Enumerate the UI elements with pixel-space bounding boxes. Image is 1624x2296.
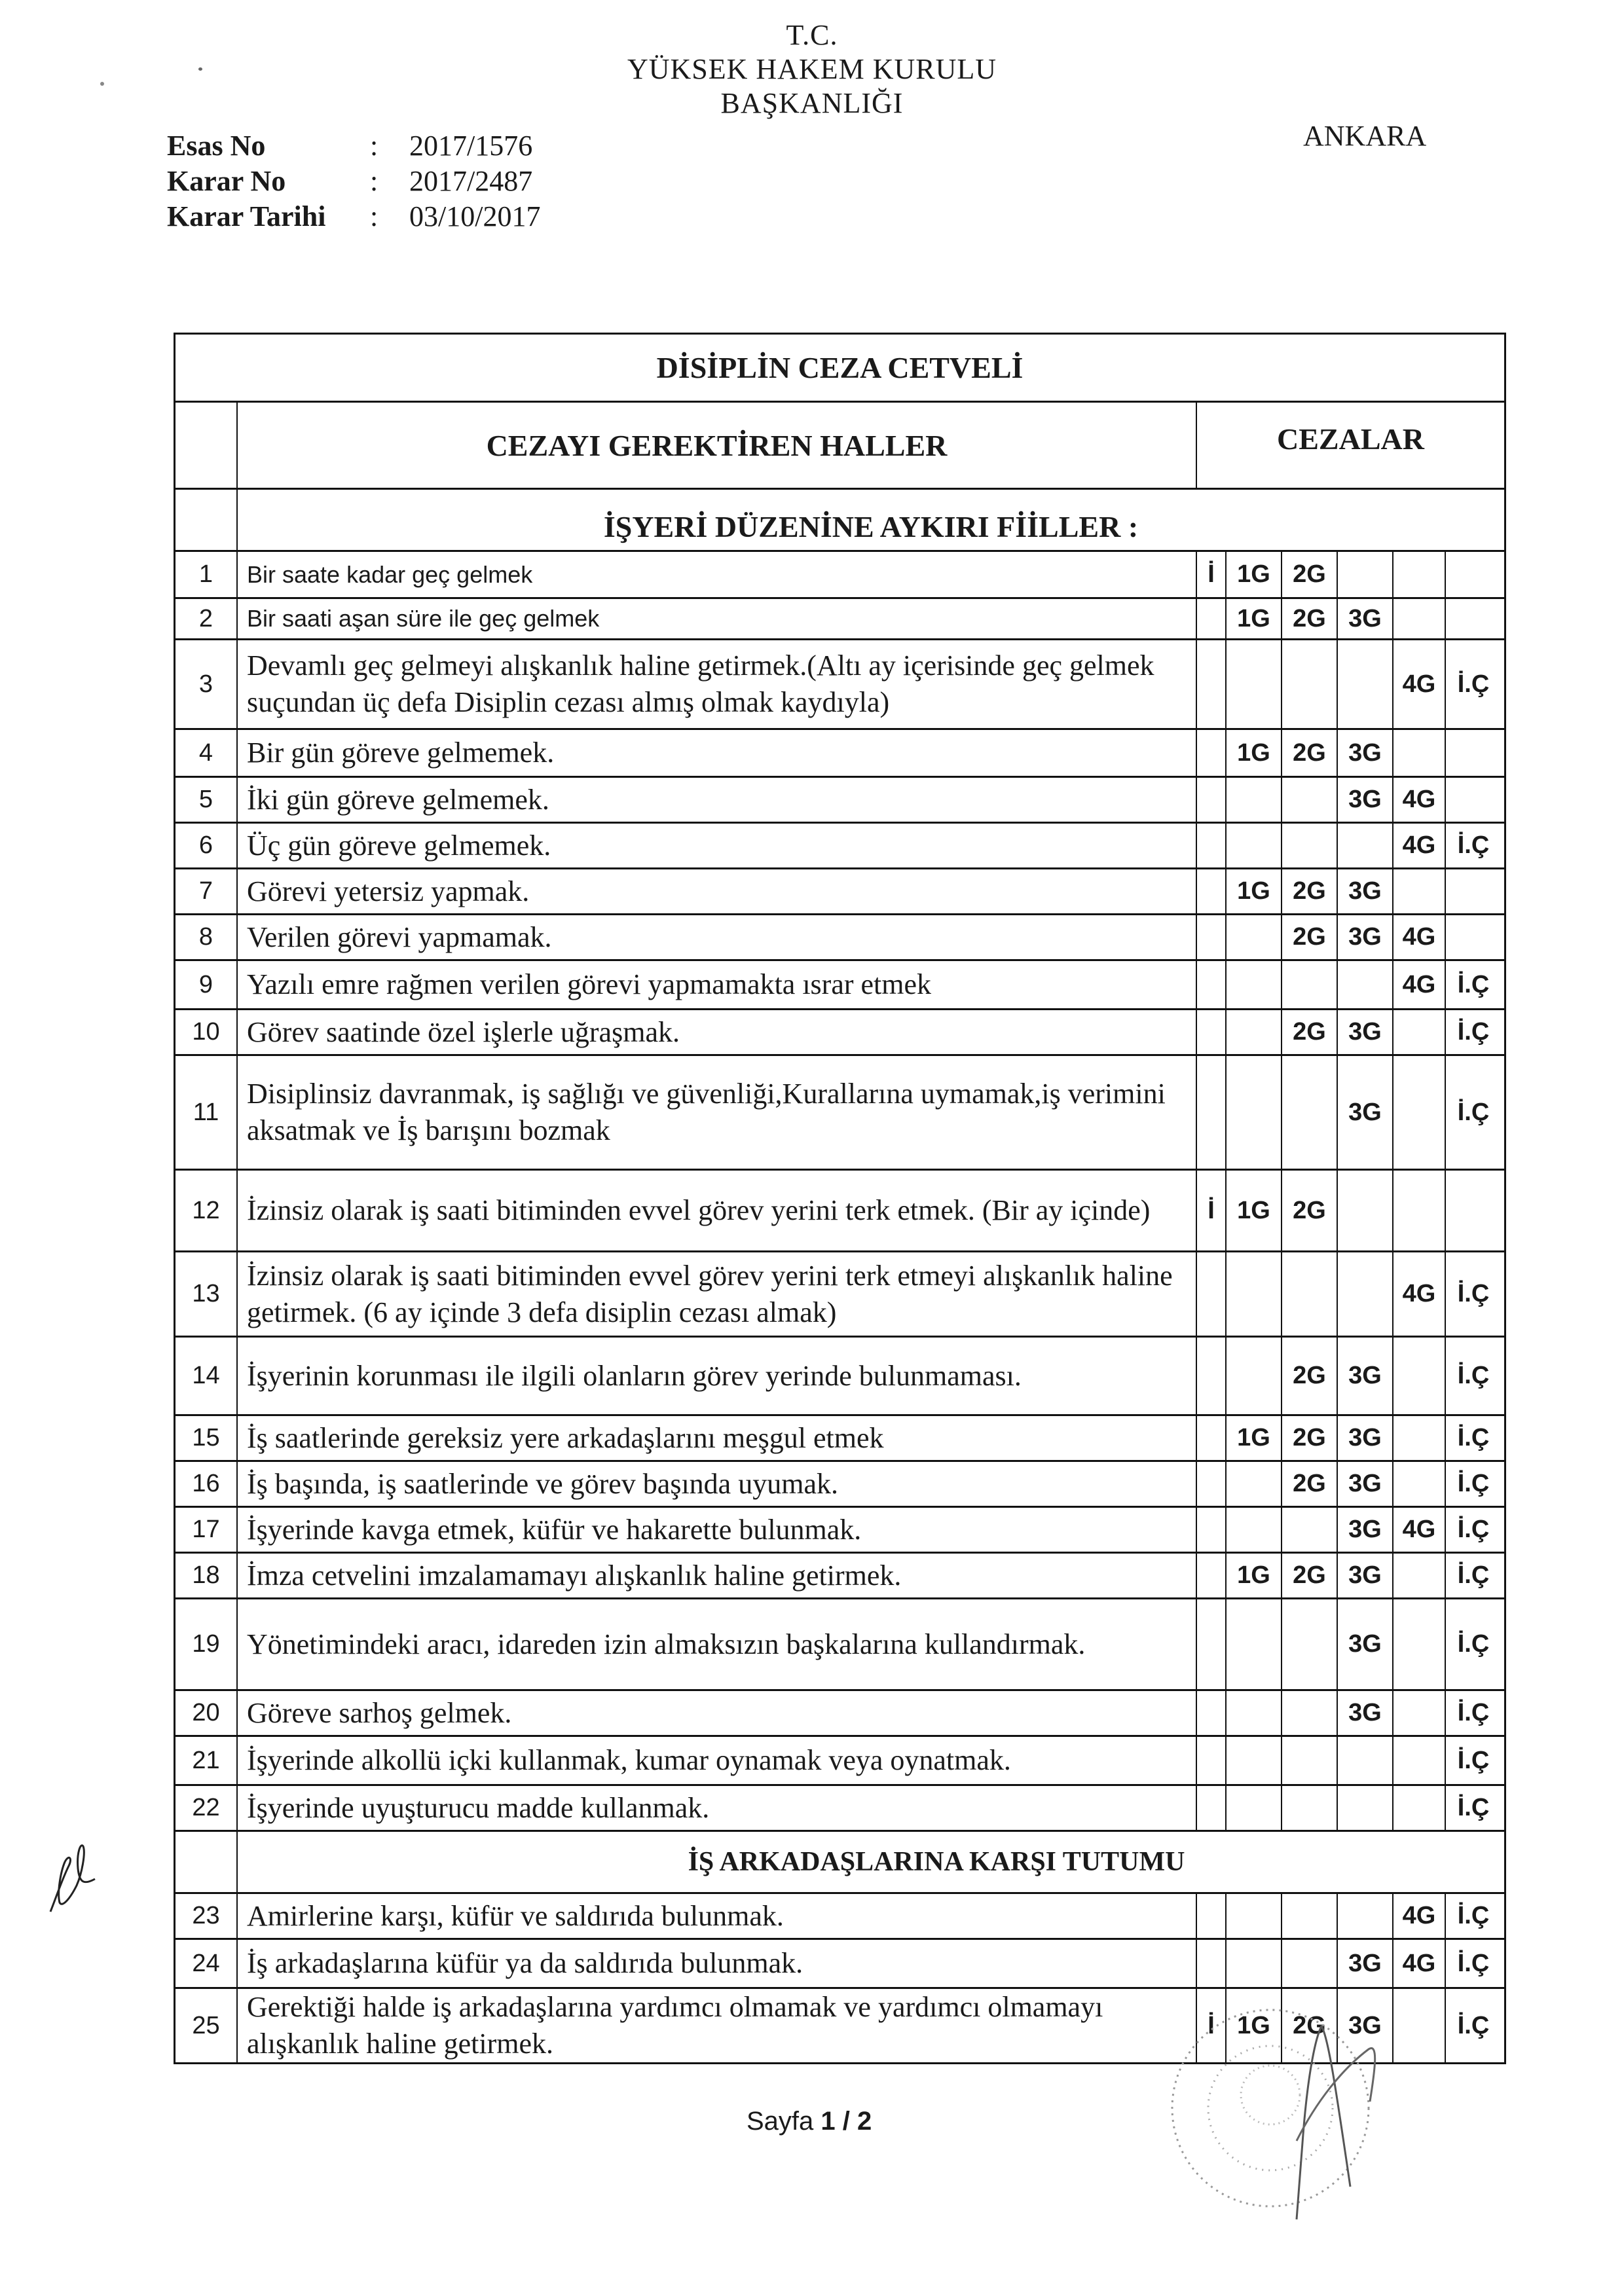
penalty-dismissal: İ.Ç [1457, 1699, 1490, 1726]
page-footer [747, 2107, 872, 2136]
row-description: Yazılı emre rağmen verilen görevi yapmamakta ısrar etmek [238, 961, 1197, 1008]
row-description: Bir gün göreve gelmemek. [238, 730, 1197, 776]
penalty-1g [1227, 915, 1282, 959]
table-row [174, 640, 1506, 730]
page-total: 2 [857, 2107, 872, 2136]
penalty-2g [1282, 1786, 1338, 1830]
meta-value: 2017/2487 [409, 165, 533, 197]
penalty-3g [1338, 961, 1393, 1008]
meta-separator: : [370, 130, 378, 162]
table-row [174, 1056, 1506, 1171]
penalty-1g [1227, 1737, 1282, 1784]
row-number: 10 [175, 1010, 238, 1054]
table-title: DİSİPLİN CEZA CETVELİ [174, 333, 1506, 403]
penalty-2g: 2G [1282, 869, 1338, 913]
penalty-3g: 3G [1338, 1554, 1393, 1597]
meta-separator: : [370, 200, 378, 232]
penalty-1g [1227, 1010, 1282, 1054]
row-description: Verilen görevi yapmamak. [238, 915, 1197, 959]
penalty-3g [1338, 1737, 1393, 1784]
header-penalties: CEZALAR [1277, 422, 1424, 456]
row-number: 22 [175, 1786, 238, 1830]
row-description: Amirlerine karşı, küfür ve saldırıda bulunmak. [238, 1894, 1197, 1938]
penalty-warning [1197, 1252, 1227, 1336]
penalty-warning [1197, 778, 1227, 822]
penalty-2g: 2G [1282, 1554, 1338, 1597]
penalty-dismissal: İ.Ç [1457, 1424, 1490, 1451]
penalty-2g [1282, 1599, 1338, 1689]
penalty-2g [1282, 1894, 1338, 1938]
penalty-1g: 1G [1227, 599, 1282, 638]
row-description: Gerektiği halde iş arkadaşlarına yardımcı olmamak ve yardımcı olmamayı alışkanlık haline getirmek. [238, 1989, 1197, 2062]
penalty-3g: 3G [1338, 1056, 1393, 1169]
penalty-dismissal: İ.Ç [1457, 1098, 1490, 1126]
page-separator: / [842, 2107, 850, 2136]
table-row [174, 1894, 1506, 1940]
penalty-dismissal: İ.Ç [1457, 1516, 1490, 1543]
penalty-dismissal: İ.Ç [1457, 1561, 1490, 1589]
penalty-dismissal [1446, 730, 1501, 776]
penalty-dismissal: İ.Ç [1457, 1746, 1490, 1774]
table-row [174, 824, 1506, 869]
penalty-4g [1393, 1554, 1446, 1597]
row-number: 9 [175, 961, 238, 1008]
row-number: 1 [175, 552, 238, 597]
table-row [174, 778, 1506, 824]
penalty-4g [1393, 730, 1446, 776]
table-row [174, 1508, 1506, 1554]
penalty-warning [1197, 730, 1227, 776]
page-current: 1 [821, 2107, 836, 2136]
meta-value: 03/10/2017 [409, 200, 541, 232]
row-description: İş başında, iş saatlerinde ve görev başında uyumak. [238, 1462, 1197, 1506]
penalty-3g [1338, 552, 1393, 597]
row-description: Yönetimindeki aracı, idareden izin almaksızın başkalarına kullandırmak. [238, 1599, 1197, 1689]
row-number: 15 [175, 1416, 238, 1460]
penalty-3g: 3G [1338, 1338, 1393, 1414]
table-row [174, 1599, 1506, 1691]
penalty-warning: İ [1197, 552, 1227, 597]
penalty-warning [1197, 640, 1227, 728]
penalty-4g: 4G [1393, 640, 1446, 728]
meta-label: Karar Tarihi [167, 200, 326, 232]
page-label: Sayfa [747, 2107, 814, 2136]
penalty-dismissal: İ.Ç [1457, 970, 1490, 998]
row-description: Görev saatinde özel işlerle uğraşmak. [238, 1010, 1197, 1054]
table-row [174, 1554, 1506, 1599]
row-number: 20 [175, 1691, 238, 1735]
penalty-4g: 4G [1393, 824, 1446, 867]
penalty-3g [1338, 1171, 1393, 1250]
penalty-warning [1197, 599, 1227, 638]
table-row [174, 1416, 1506, 1462]
penalty-1g: 1G [1227, 1989, 1282, 2062]
penalty-1g: 1G [1227, 1416, 1282, 1460]
row-description: Görevi yetersiz yapmak. [238, 869, 1197, 913]
penalty-dismissal [1446, 1171, 1501, 1250]
row-number: 19 [175, 1599, 238, 1689]
row-number: 24 [175, 1940, 238, 1987]
table-row [174, 1338, 1506, 1416]
row-number: 25 [175, 1989, 238, 2062]
penalty-1g [1227, 1691, 1282, 1735]
penalty-1g [1227, 824, 1282, 867]
row-description: İşyerinin korunması ile ilgili olanların görev yerinde bulunmaması. [238, 1338, 1197, 1414]
penalty-1g [1227, 1894, 1282, 1938]
penalty-1g: 1G [1227, 869, 1282, 913]
penalty-warning [1197, 1508, 1227, 1552]
header-department: BAŞKANLIĞI [720, 87, 904, 119]
penalty-4g [1393, 1691, 1446, 1735]
penalty-warning [1197, 1691, 1227, 1735]
row-number: 13 [175, 1252, 238, 1336]
row-description: İşyerinde uyuşturucu madde kullanmak. [238, 1786, 1197, 1830]
penalty-2g: 2G [1282, 1338, 1338, 1414]
penalty-dismissal: İ.Ç [1457, 831, 1490, 859]
penalty-4g: 4G [1393, 778, 1446, 822]
row-description: İzinsiz olarak iş saati bitiminden evvel görev yerini terk etmeyi alışkanlık haline getirmek. (6 ay içinde 3 defa disiplin cezası almak) [238, 1252, 1197, 1336]
table-row [174, 1010, 1506, 1056]
penalty-3g: 3G [1338, 730, 1393, 776]
penalty-1g [1227, 640, 1282, 728]
penalty-3g [1338, 1894, 1393, 1938]
penalty-3g: 3G [1338, 1462, 1393, 1506]
penalty-warning [1197, 1786, 1227, 1830]
penalty-1g [1227, 1462, 1282, 1506]
penalty-4g: 4G [1393, 1508, 1446, 1552]
penalty-4g: 4G [1393, 1894, 1446, 1938]
penalty-1g [1227, 778, 1282, 822]
penalty-table [174, 333, 1506, 2064]
header-number-cell [175, 403, 238, 488]
header-cases: CEZAYI GEREKTİREN HALLER [238, 403, 1197, 488]
penalty-3g: 3G [1338, 1989, 1393, 2062]
penalty-1g [1227, 961, 1282, 1008]
penalty-dismissal: İ.Ç [1457, 1018, 1490, 1046]
handwritten-initials-icon [43, 1840, 101, 1918]
penalty-3g [1338, 1252, 1393, 1336]
penalty-4g [1393, 1338, 1446, 1414]
penalty-4g [1393, 1599, 1446, 1689]
section-number-cell [175, 1832, 238, 1892]
row-description: Disiplinsiz davranmak, iş sağlığı ve güvenliği,Kurallarına uymamak,iş verimini aksatmak ve İş barışını bozmak [238, 1056, 1197, 1169]
row-number: 17 [175, 1508, 238, 1552]
penalty-3g: 3G [1338, 1010, 1393, 1054]
penalty-1g: 1G [1227, 552, 1282, 597]
penalty-3g [1338, 640, 1393, 728]
row-number: 3 [175, 640, 238, 728]
penalty-4g [1393, 1462, 1446, 1506]
header-organization: YÜKSEK HAKEM KURULU [627, 53, 997, 85]
penalty-warning [1197, 1416, 1227, 1460]
row-description: İki gün göreve gelmemek. [238, 778, 1197, 822]
row-number: 18 [175, 1554, 238, 1597]
table-row [174, 1786, 1506, 1832]
table-row [174, 961, 1506, 1010]
penalty-dismissal [1446, 869, 1501, 913]
row-description: İş arkadaşlarına küfür ya da saldırıda bulunmak. [238, 1940, 1197, 1987]
penalty-3g: 3G [1338, 599, 1393, 638]
penalty-warning [1197, 1554, 1227, 1597]
penalty-3g: 3G [1338, 869, 1393, 913]
penalty-3g: 3G [1338, 1691, 1393, 1735]
meta-label: Karar No [167, 165, 286, 197]
penalty-3g: 3G [1338, 1599, 1393, 1689]
row-description: İşyerinde alkollü içki kullanmak, kumar oynamak veya oynatmak. [238, 1737, 1197, 1784]
penalty-4g [1393, 1010, 1446, 1054]
table-row [174, 1691, 1506, 1737]
penalty-1g [1227, 1338, 1282, 1414]
penalty-dismissal [1446, 778, 1501, 822]
table-row [174, 1252, 1506, 1338]
penalty-2g: 2G [1282, 1462, 1338, 1506]
table-row [174, 1462, 1506, 1508]
penalty-4g: 4G [1393, 1252, 1446, 1336]
penalty-2g [1282, 1691, 1338, 1735]
penalty-2g [1282, 1252, 1338, 1336]
penalty-warning [1197, 824, 1227, 867]
table-row [174, 730, 1506, 778]
penalty-dismissal: İ.Ç [1457, 1630, 1490, 1658]
penalty-4g [1393, 1056, 1446, 1169]
penalty-4g [1393, 599, 1446, 638]
table-row [174, 1737, 1506, 1786]
penalty-1g: 1G [1227, 1171, 1282, 1250]
penalty-warning [1197, 1338, 1227, 1414]
penalty-1g [1227, 1786, 1282, 1830]
penalty-warning [1197, 915, 1227, 959]
penalty-warning [1197, 1737, 1227, 1784]
penalty-2g [1282, 961, 1338, 1008]
penalty-3g: 3G [1338, 1940, 1393, 1987]
row-description: Göreve sarhoş gelmek. [238, 1691, 1197, 1735]
penalty-dismissal: İ.Ç [1457, 670, 1490, 698]
row-number: 5 [175, 778, 238, 822]
penalty-2g: 2G [1282, 730, 1338, 776]
penalty-2g [1282, 1737, 1338, 1784]
penalty-3g: 3G [1338, 778, 1393, 822]
penalty-warning: İ [1197, 1989, 1227, 2062]
penalty-dismissal: İ.Ç [1457, 2011, 1490, 2039]
penalty-warning [1197, 961, 1227, 1008]
table-row [174, 1171, 1506, 1252]
penalty-3g: 3G [1338, 1508, 1393, 1552]
meta-esas-no [167, 128, 532, 164]
table-row [174, 869, 1506, 915]
penalty-3g [1338, 1786, 1393, 1830]
row-description: İşyerinde kavga etmek, küfür ve hakarette bulunmak. [238, 1508, 1197, 1552]
meta-karar-no [167, 164, 532, 199]
row-number: 11 [175, 1056, 238, 1169]
row-number: 21 [175, 1737, 238, 1784]
row-number: 4 [175, 730, 238, 776]
row-number: 6 [175, 824, 238, 867]
penalty-dismissal: İ.Ç [1457, 1949, 1490, 1977]
section-title: İŞYERİ DÜZENİNE AYKIRI FİİLLER : [603, 509, 1139, 543]
penalty-4g: 4G [1393, 1940, 1446, 1987]
penalty-3g: 3G [1338, 915, 1393, 959]
penalty-1g [1227, 1252, 1282, 1336]
row-number: 23 [175, 1894, 238, 1938]
penalty-2g: 2G [1282, 1171, 1338, 1250]
penalty-2g: 2G [1282, 1010, 1338, 1054]
meta-value: 2017/1576 [409, 130, 533, 162]
penalty-4g [1393, 552, 1446, 597]
penalty-3g: 3G [1338, 1416, 1393, 1460]
row-description: Bir saati aşan süre ile geç gelmek [238, 599, 1197, 638]
penalty-warning [1197, 1056, 1227, 1169]
penalty-2g [1282, 640, 1338, 728]
section-title: İŞ ARKADAŞLARINA KARŞI TUTUMU [688, 1847, 1185, 1877]
penalty-2g [1282, 824, 1338, 867]
penalty-warning [1197, 1010, 1227, 1054]
meta-karar-tarihi [167, 199, 540, 234]
penalty-4g [1393, 869, 1446, 913]
penalty-dismissal: İ.Ç [1457, 1362, 1490, 1389]
penalty-4g: 4G [1393, 961, 1446, 1008]
penalty-4g [1393, 1737, 1446, 1784]
penalty-1g [1227, 1599, 1282, 1689]
penalty-dismissal [1446, 552, 1501, 597]
row-description: İmza cetvelini imzalamamayı alışkanlık haline getirmek. [238, 1554, 1197, 1597]
row-number: 8 [175, 915, 238, 959]
table-row [174, 552, 1506, 599]
section-header-row [174, 490, 1506, 552]
penalty-2g: 2G [1282, 599, 1338, 638]
penalty-2g: 2G [1282, 1989, 1338, 2062]
penalty-warning [1197, 1462, 1227, 1506]
section-number-cell [175, 490, 238, 550]
penalty-4g: 4G [1393, 915, 1446, 959]
penalty-dismissal: İ.Ç [1457, 1902, 1490, 1929]
row-description: Üç gün göreve gelmemek. [238, 824, 1197, 867]
penalty-warning: İ [1197, 1171, 1227, 1250]
penalty-4g [1393, 1171, 1446, 1250]
row-number: 12 [175, 1171, 238, 1250]
penalty-dismissal: İ.Ç [1457, 1280, 1490, 1307]
penalty-dismissal: İ.Ç [1457, 1470, 1490, 1497]
penalty-3g [1338, 824, 1393, 867]
penalty-1g [1227, 1056, 1282, 1169]
penalty-warning [1197, 1894, 1227, 1938]
penalty-1g: 1G [1227, 730, 1282, 776]
header-tc: T.C. [786, 19, 838, 51]
penalty-dismissal [1446, 915, 1501, 959]
penalty-2g [1282, 778, 1338, 822]
penalty-2g: 2G [1282, 915, 1338, 959]
row-description: İzinsiz olarak iş saati bitiminden evvel görev yerini terk etmek. (Bir ay içinde) [238, 1171, 1197, 1250]
penalty-dismissal: İ.Ç [1457, 1794, 1490, 1821]
penalty-2g: 2G [1282, 552, 1338, 597]
table-row [174, 599, 1506, 640]
penalty-2g [1282, 1508, 1338, 1552]
penalty-1g [1227, 1508, 1282, 1552]
row-number: 2 [175, 599, 238, 638]
row-number: 16 [175, 1462, 238, 1506]
table-row [174, 915, 1506, 961]
row-description: Bir saate kadar geç gelmek [238, 552, 1197, 597]
penalty-dismissal [1446, 599, 1501, 638]
penalty-1g: 1G [1227, 1554, 1282, 1597]
table-body [174, 490, 1506, 2064]
meta-separator: : [370, 165, 378, 197]
row-number: 14 [175, 1338, 238, 1414]
penalty-warning [1197, 1599, 1227, 1689]
penalty-4g [1393, 1416, 1446, 1460]
row-number: 7 [175, 869, 238, 913]
row-description: İş saatlerinde gereksiz yere arkadaşlarını meşgul etmek [238, 1416, 1197, 1460]
penalty-2g [1282, 1056, 1338, 1169]
penalty-2g: 2G [1282, 1416, 1338, 1460]
penalty-4g [1393, 1786, 1446, 1830]
meta-label: Esas No [167, 130, 266, 162]
row-description: Devamlı geç gelmeyi alışkanlık haline getirmek.(Altı ay içerisinde geç gelmek suçundan üç defa Disiplin cezası almış olmak kaydıyla) [238, 640, 1197, 728]
table-header-row [174, 403, 1506, 490]
header-city: ANKARA [1303, 120, 1427, 152]
section-header-row [174, 1832, 1506, 1894]
official-stamp-icon [1159, 1971, 1434, 2246]
penalty-warning [1197, 869, 1227, 913]
